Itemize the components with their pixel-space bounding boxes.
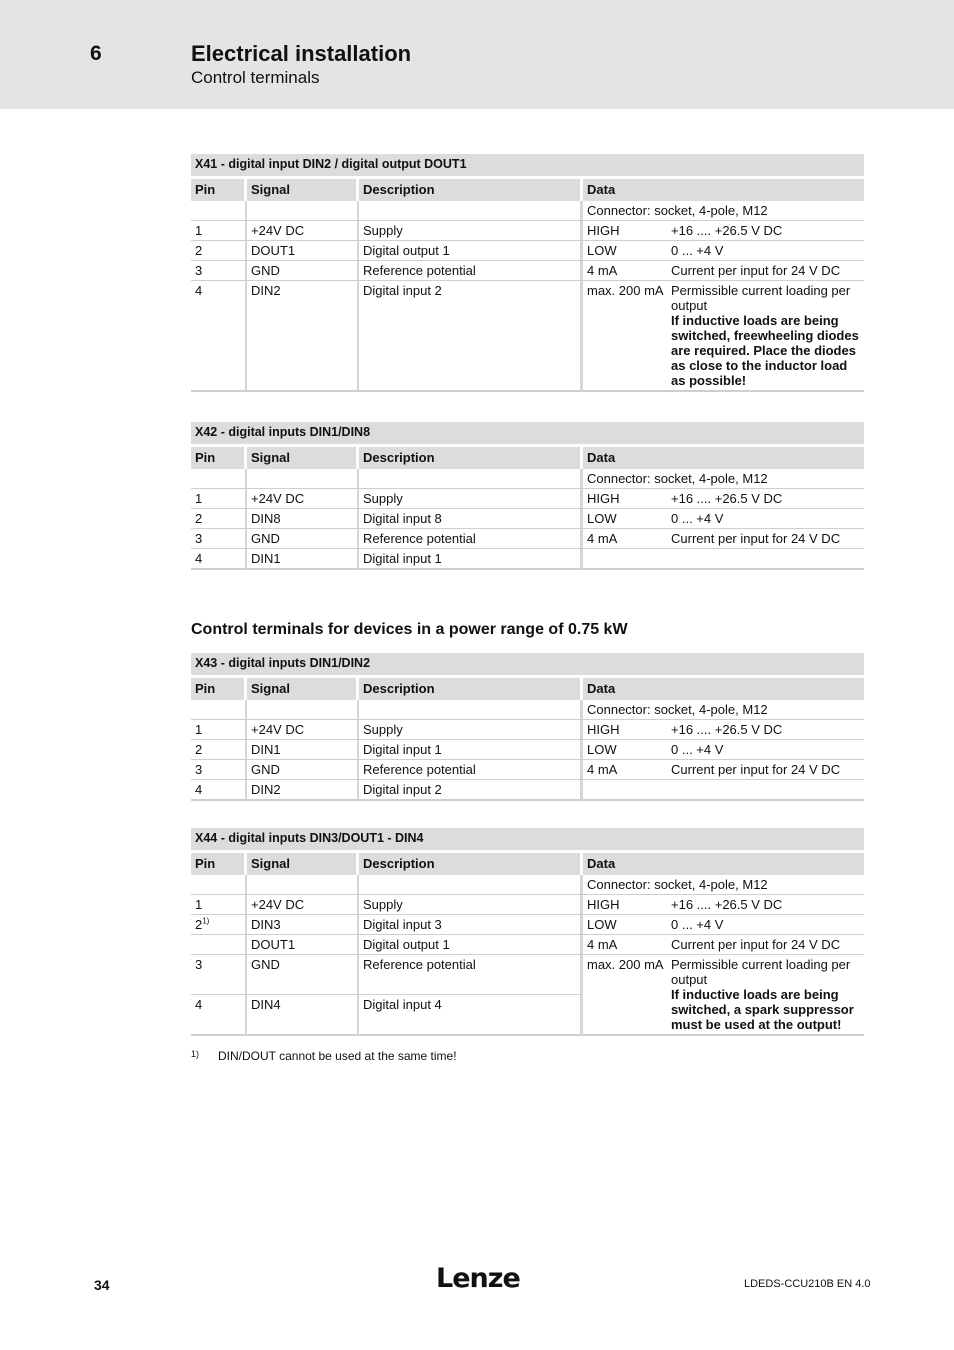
signal: GND [247, 955, 359, 995]
table-caption: X44 - digital inputs DIN3/DOUT1 - DIN4 [191, 828, 864, 853]
signal: DIN3 [247, 915, 359, 935]
col-header-data: Data [583, 853, 864, 875]
data-level: 4 mA [583, 935, 667, 955]
pin: 2 [191, 740, 247, 760]
signal: DOUT1 [247, 935, 359, 955]
pin: 1 [191, 221, 247, 241]
col-header-pin: Pin [191, 179, 247, 201]
section-title: Control terminals for devices in a power range of 0.75 kW [191, 621, 628, 638]
data-value: 0 ... +4 V [667, 740, 864, 760]
table-caption: X41 - digital input DIN2 / digital output DOUT1 [191, 154, 864, 179]
description: Digital input 1 [359, 740, 583, 760]
signal: GND [247, 760, 359, 780]
description: Supply [359, 720, 583, 740]
signal: GND [247, 529, 359, 549]
footnote [191, 1049, 457, 1063]
description: Digital input 2 [359, 281, 583, 392]
data-value: Current per input for 24 V DC [667, 261, 864, 281]
col-header-description: Description [359, 853, 583, 875]
description: Digital input 3 [359, 915, 583, 935]
chapter-header [0, 0, 954, 109]
signal: DIN1 [247, 549, 359, 570]
data-level: max. 200 mA [583, 281, 667, 392]
data-level: 4 mA [583, 261, 667, 281]
data-value: 0 ... +4 V [667, 915, 864, 935]
data-value: +16 .... +26.5 V DC [667, 895, 864, 915]
col-header-description: Description [359, 179, 583, 201]
pin: 4 [191, 995, 247, 1036]
terminal-table-x42 [191, 422, 864, 570]
signal: +24V DC [247, 221, 359, 241]
footnote-text: DIN/DOUT cannot be used at the same time! [218, 1049, 457, 1063]
description: Supply [359, 221, 583, 241]
signal: DIN2 [247, 281, 359, 392]
pin [191, 915, 247, 935]
lenze-logo: Lenze [436, 1263, 520, 1294]
pin: 1 [191, 720, 247, 740]
terminal-table-x44 [191, 828, 864, 1036]
connector-spec: Connector: socket, 4-pole, M12 [583, 201, 864, 221]
chapter-title: Electrical installation [191, 41, 412, 66]
description: Reference potential [359, 261, 583, 281]
data-level: max. 200 mA [583, 955, 667, 1036]
data-value: +16 .... +26.5 V DC [667, 221, 864, 241]
data-level: LOW [583, 509, 667, 529]
connector-spec: Connector: socket, 4-pole, M12 [583, 875, 864, 895]
data-value: +16 .... +26.5 V DC [667, 720, 864, 740]
pin: 3 [191, 529, 247, 549]
pin: 4 [191, 281, 247, 392]
terminal-table-x41 [191, 154, 864, 392]
data-value-text: Permissible current loading per output [671, 283, 851, 313]
pin: 3 [191, 760, 247, 780]
col-header-data: Data [583, 179, 864, 201]
footnote-ref: 1) [202, 916, 210, 926]
data-level: HIGH [583, 895, 667, 915]
col-header-data: Data [583, 447, 864, 469]
description: Digital input 2 [359, 780, 583, 801]
signal: DIN2 [247, 780, 359, 801]
pin: 2 [191, 241, 247, 261]
description: Digital input 1 [359, 549, 583, 570]
signal: DIN4 [247, 995, 359, 1036]
data-level: LOW [583, 915, 667, 935]
signal: +24V DC [247, 720, 359, 740]
table-caption: X43 - digital inputs DIN1/DIN2 [191, 653, 864, 678]
pin: 2 [191, 509, 247, 529]
pin: 4 [191, 549, 247, 570]
col-header-description: Description [359, 678, 583, 700]
warning-note: If inductive loads are being switched, a spark suppressor must be used at the output! [671, 987, 854, 1032]
data-value: Current per input for 24 V DC [667, 760, 864, 780]
col-header-pin: Pin [191, 853, 247, 875]
col-header-pin: Pin [191, 447, 247, 469]
pin: 3 [191, 261, 247, 281]
data-level: LOW [583, 740, 667, 760]
data-value: Current per input for 24 V DC [667, 529, 864, 549]
terminal-table-x43 [191, 653, 864, 801]
data-value-text: Permissible current loading per output [671, 957, 851, 987]
data-value: 0 ... +4 V [667, 241, 864, 261]
data-level: HIGH [583, 720, 667, 740]
data-value: 0 ... +4 V [667, 509, 864, 529]
page-number: 34 [94, 1277, 110, 1293]
signal: +24V DC [247, 895, 359, 915]
chapter-number: 6 [90, 42, 102, 65]
description: Reference potential [359, 955, 583, 995]
signal: DIN8 [247, 509, 359, 529]
pin: 3 [191, 955, 247, 995]
description: Digital output 1 [359, 241, 583, 261]
description: Digital output 1 [359, 935, 583, 955]
data-value [667, 955, 864, 1036]
table-caption: X42 - digital inputs DIN1/DIN8 [191, 422, 864, 447]
data-value [667, 281, 864, 392]
data-level: 4 mA [583, 529, 667, 549]
pin-number: 2 [195, 917, 203, 932]
col-header-pin: Pin [191, 678, 247, 700]
pin [191, 935, 247, 955]
connector-spec: Connector: socket, 4-pole, M12 [583, 469, 864, 489]
data-level: HIGH [583, 489, 667, 509]
data-value: +16 .... +26.5 V DC [667, 489, 864, 509]
description: Supply [359, 489, 583, 509]
footnote-mark: 1) [191, 1049, 200, 1059]
col-header-signal: Signal [247, 678, 359, 700]
description: Digital input 8 [359, 509, 583, 529]
data-level: HIGH [583, 221, 667, 241]
pin: 1 [191, 489, 247, 509]
pin: 1 [191, 895, 247, 915]
signal: +24V DC [247, 489, 359, 509]
document-reference: LDEDS-CCU210B EN 4.0 [744, 1278, 871, 1290]
warning-note: If inductive loads are being switched, freewheeling diodes are required. Place the diodes as close to the inductor load as possible! [671, 313, 859, 388]
col-header-signal: Signal [247, 853, 359, 875]
chapter-subtitle: Control terminals [191, 68, 320, 87]
description: Reference potential [359, 760, 583, 780]
pin: 4 [191, 780, 247, 801]
connector-spec: Connector: socket, 4-pole, M12 [583, 700, 864, 720]
signal: DOUT1 [247, 241, 359, 261]
description: Supply [359, 895, 583, 915]
signal: DIN1 [247, 740, 359, 760]
data-level: 4 mA [583, 760, 667, 780]
data-level: LOW [583, 241, 667, 261]
signal: GND [247, 261, 359, 281]
col-header-data: Data [583, 678, 864, 700]
col-header-signal: Signal [247, 447, 359, 469]
description: Digital input 4 [359, 995, 583, 1036]
col-header-signal: Signal [247, 179, 359, 201]
description: Reference potential [359, 529, 583, 549]
col-header-description: Description [359, 447, 583, 469]
data-value: Current per input for 24 V DC [667, 935, 864, 955]
